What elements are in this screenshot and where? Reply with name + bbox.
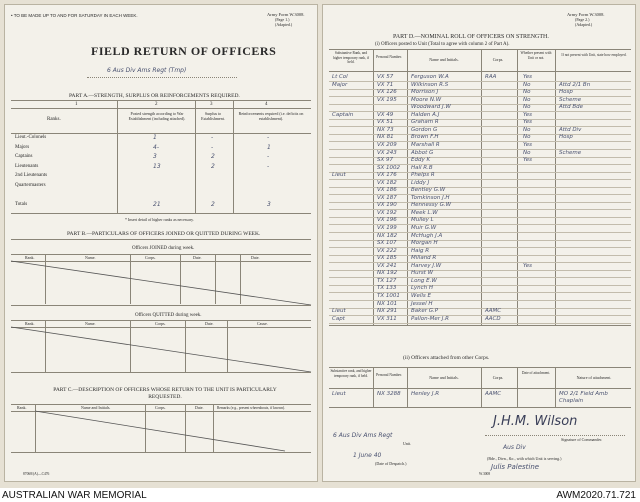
rd-header-present: Whether present with Unit or not. — [520, 51, 552, 60]
roll-number: VX 185 — [377, 255, 397, 262]
roll-rank: Captain — [332, 111, 354, 118]
roll-rank: Lt Col — [332, 74, 348, 80]
reinforcement-value: - — [267, 134, 270, 141]
table-row-rule — [329, 209, 631, 210]
roll-name: Baker G.P — [411, 308, 439, 315]
roll-number: VX 195 — [377, 96, 397, 103]
roll-employment: Attd Div — [559, 126, 582, 133]
right-page — [322, 4, 636, 482]
roll-name: Haig R — [411, 247, 430, 254]
att-corps: AAMC — [485, 391, 502, 397]
joined-title: Officers JOINED during week. — [132, 246, 195, 251]
roll-name: Harvey J.W — [411, 262, 442, 269]
rd-header-corps: Corps. — [492, 57, 504, 62]
rd-header-rank: Substantive Rank, and higher temporary rank, if held. — [332, 51, 370, 64]
table-row-rule — [329, 111, 631, 112]
roll-name: Bentley G.W — [411, 187, 446, 194]
part-a-footnote: * Insert detail of higher ranks as necessary. — [125, 217, 194, 222]
table-row-rule — [329, 179, 631, 180]
table-row-rule — [329, 149, 631, 150]
roll-number: VX 199 — [377, 225, 397, 231]
quitted-header-name: Name. — [85, 321, 96, 326]
printer-imprint: 87068/(A)—C476 — [23, 472, 50, 476]
roll-name: Moore N.W — [411, 96, 442, 103]
col-divider — [233, 100, 234, 213]
table-row-rule — [329, 247, 631, 248]
roll-number: TX 133 — [377, 285, 397, 292]
roll-present: Yes — [523, 119, 533, 126]
posted-value: 4- — [153, 143, 159, 151]
table-row-rule — [329, 126, 631, 127]
commander-signature: J.H.M. Wilson — [493, 414, 578, 429]
att-header-date: Date of attachment. — [521, 371, 551, 375]
table-row-rule — [329, 300, 631, 301]
part-b-title: PART B.—PARTICULARS OF OFFICERS JOINED OR QUITTED DURING WEEK. — [67, 231, 261, 237]
part-a-bottom-rule — [11, 213, 311, 214]
roll-name: Tomkinson J.H — [411, 194, 450, 201]
table-row-rule — [329, 232, 631, 233]
unit-handwritten-2: Aus Div — [503, 444, 526, 451]
joined-bottom-rule — [11, 305, 311, 306]
roll-name: Morrison J — [411, 89, 439, 96]
quitted-title: Officers QUITTED during week. — [135, 313, 202, 318]
roll-name: Wilkinson R.S — [411, 81, 449, 88]
roll-present: No — [523, 104, 531, 111]
rank-label: Totals — [15, 201, 28, 207]
table-row-rule — [329, 315, 631, 316]
joined-cancel-stroke — [11, 261, 311, 305]
form-number: Army Form W.3008. — [267, 12, 305, 17]
col-num: 4 — [265, 102, 268, 107]
attached-subtitle: (ii) Officers attached from other Corps. — [403, 355, 490, 361]
roll-name: Ferguson W.A — [411, 74, 449, 80]
despatch-date-handwritten: 1 June 40 — [353, 452, 382, 459]
roll-number: VX 190 — [377, 202, 397, 209]
reinforcement-value: 1 — [267, 143, 271, 151]
roll-number: VX 311 — [377, 315, 397, 322]
roll-number: SX 1002 — [377, 164, 401, 171]
table-row-rule — [329, 89, 631, 90]
part-c-bottom-rule — [11, 452, 311, 453]
quitted-header-date: Date. — [205, 321, 214, 326]
roll-name: Marshall R — [411, 141, 440, 148]
quitted-header-rank: Rank. — [25, 321, 35, 326]
rd-header-employed: If not present with Unit, state how employed. — [561, 53, 627, 57]
col-num: 1 — [75, 102, 78, 107]
roll-employment: Attd 2/1 Bn — [559, 81, 591, 88]
posted-value: 1 — [153, 134, 157, 141]
rd-header-name: Name and Initials. — [429, 57, 459, 62]
roll-name: Long E.W — [411, 277, 437, 284]
form-adapted: (Adapted.) — [575, 22, 593, 27]
roll-present: Yes — [523, 141, 533, 148]
joined-header-corps: Corps. — [145, 255, 156, 260]
roll-name: Wells E — [411, 292, 431, 299]
surplus-value: - — [211, 134, 214, 141]
roll-number: VX 49 — [377, 111, 394, 118]
roll-present: Yes — [523, 74, 533, 80]
att-number: NX 3288 — [377, 391, 401, 397]
table-row-rule — [329, 134, 631, 135]
att-name: Henley J.R — [411, 391, 440, 397]
table-row-rule — [329, 104, 631, 105]
form-adapted: (Adapted.) — [275, 22, 293, 27]
roll-present: No — [523, 134, 531, 141]
rank-label: Lieut.-Colonels — [15, 135, 47, 140]
roll-name: Pallon-Mer J.R — [411, 315, 449, 322]
header-ranks: Ranks. — [47, 117, 61, 122]
roll-number: VX 241 — [377, 262, 397, 269]
part-b-top-rule — [11, 239, 311, 240]
roll-name: Woodward J.W — [411, 104, 451, 111]
roll-name: Phelps R — [411, 172, 435, 179]
table-row-rule — [329, 255, 631, 256]
table-row-rule — [329, 119, 631, 120]
roll-name: Eddy K — [411, 157, 431, 164]
signature-label: Signature of Commander. — [561, 437, 603, 442]
col-divider — [373, 367, 374, 407]
unit-line — [87, 77, 237, 78]
joined-header-date2: Date. — [251, 255, 260, 260]
roll-name: McHugh J.A — [411, 232, 443, 239]
roll-number: VX 176 — [377, 172, 397, 179]
roll-number: VX 196 — [377, 217, 397, 224]
attached-header-rule — [329, 388, 631, 389]
left-page — [4, 4, 318, 482]
att-rank: Lieut — [332, 391, 346, 397]
rank-label: Quartermasters — [15, 182, 46, 188]
table-row-rule — [329, 172, 631, 173]
roll-present: No — [523, 149, 531, 156]
part-a-top-rule — [11, 100, 311, 101]
rank-label: Lieutenants — [15, 163, 39, 169]
att-nature: Chaplain — [559, 398, 584, 404]
col-divider — [117, 100, 118, 213]
roll-number: SX 107 — [377, 240, 397, 247]
unit-label: Unit. — [403, 441, 412, 446]
rd-header-number: Personal Number. — [376, 55, 402, 59]
col-num: 2 — [155, 102, 158, 107]
part-c-header-rank: Rank. — [17, 405, 27, 410]
roll-name: Muir G.W — [411, 225, 437, 231]
part-a-title: PART A.—STRENGTH, SURPLUS OR REINFORCEMENTS REQUIRED. — [69, 93, 240, 99]
joined-header-date: Date. — [193, 255, 202, 260]
roll-rank: Major — [332, 81, 348, 88]
table-row-rule — [329, 308, 631, 309]
col-num: 3 — [210, 102, 213, 107]
roll-number: NX 291 — [377, 308, 398, 315]
joined-rule — [11, 254, 311, 255]
roll-employment: Attd Bde — [559, 104, 583, 111]
unit-handwritten: 6 Aus Div Ams Regt — [333, 432, 393, 439]
attached-top-rule — [329, 367, 631, 368]
reinforcement-value: - — [267, 153, 270, 160]
col-divider — [195, 100, 196, 213]
table-row-rule — [329, 194, 631, 195]
part-c-cancel-stroke — [35, 411, 311, 451]
header-posted: Posted strength according to War Establishment (including attached). — [128, 111, 186, 121]
col-divider — [517, 367, 518, 407]
surplus-value: 2 — [211, 200, 215, 208]
unit-handwritten: 6 Aus Div Ams Regt (Tmp) — [107, 67, 187, 74]
roll-number: VX 51 — [377, 119, 394, 126]
place-handwritten: Julis Palestine — [491, 463, 540, 471]
roll-present: No — [523, 81, 531, 88]
attached-bottom-rule — [329, 407, 631, 408]
table-row-rule — [329, 270, 631, 271]
roll-number: TX 127 — [377, 277, 397, 284]
roll-rank: Lieut — [332, 308, 346, 315]
part-d-subtitle: (i) Officers posted to Unit (Total to agree with column 2 of Part A). — [375, 42, 510, 47]
roll-number: TX 1001 — [377, 292, 400, 299]
table-row-rule — [329, 157, 631, 158]
roll-number: NX 192 — [377, 270, 398, 277]
roll-number: VX 182 — [377, 179, 397, 186]
roll-present: No — [523, 126, 531, 133]
rank-label: 2nd Lieutenants — [15, 173, 48, 178]
quitted-cancel-stroke — [11, 327, 311, 372]
table-row-rule — [329, 285, 631, 286]
surplus-value: 2 — [211, 153, 215, 160]
roll-present: Yes — [523, 157, 533, 164]
table-row-rule — [329, 277, 631, 278]
quitted-header-cause: Cause. — [257, 321, 268, 326]
att-header-rank: Substantive rank, and higher temporary rank, if held. — [330, 369, 372, 378]
att-nature: MO 2/1 Field Amb — [559, 391, 608, 397]
col-divider — [555, 367, 556, 407]
roll-present: Yes — [523, 262, 533, 269]
roll-number: VX 243 — [377, 149, 397, 156]
part-d-top-rule — [329, 49, 631, 50]
part-c-header-date: Date. — [195, 405, 204, 410]
part-c-header-remarks: Remarks (e.g., present whereabouts, if known). — [217, 406, 286, 410]
rank-label: Captains — [15, 154, 33, 159]
table-row-rule — [329, 202, 631, 203]
table-row-rule — [329, 141, 631, 142]
joined-header-name: Name. — [85, 255, 96, 260]
roll-present: No — [523, 89, 531, 96]
part-a-header-rule — [11, 133, 311, 134]
roll-number: VX 71 — [377, 81, 394, 88]
roll-number: VX 187 — [377, 194, 397, 201]
posted-value: 21 — [153, 200, 161, 208]
table-row-rule — [329, 292, 631, 293]
table-row-rule — [329, 262, 631, 263]
roll-corps: AAMC — [485, 308, 502, 315]
roll-present: No — [523, 96, 531, 103]
surplus-value: - — [211, 143, 214, 151]
roll-rank: Lieut — [332, 172, 346, 179]
table-row-rule — [329, 224, 631, 225]
part-d-title: PART D.—NOMINAL ROLL OF OFFICERS ON STRENGTH. — [393, 34, 549, 40]
roll-name: Halden A.J — [411, 111, 440, 118]
archive-footer — [0, 488, 640, 502]
roll-number: VX 126 — [377, 89, 397, 96]
posted-value: 13 — [153, 162, 161, 170]
roll-name: Hennessy G.W — [411, 202, 452, 209]
rank-label: Majors — [15, 144, 30, 150]
roll-number: VX 222 — [377, 247, 397, 254]
roll-number: NX 182 — [377, 232, 398, 239]
form-page: (Page 1.) — [275, 17, 290, 22]
att-header-number: Personal Number. — [376, 373, 402, 377]
roll-number: NX 73 — [377, 126, 394, 133]
quitted-bottom-rule — [11, 372, 311, 373]
roll-number: SX 97 — [377, 157, 394, 164]
roll-name: Hall R.B — [411, 164, 433, 171]
roll-employment: Scheme — [559, 149, 582, 156]
reinforcement-value: - — [267, 162, 270, 170]
roll-employment: Scheme — [559, 96, 582, 103]
part-c-header-name: Name and Initials. — [81, 405, 111, 410]
header-reinforcements: Reinforcements required (i.e. deficits on establishment). — [238, 111, 304, 121]
posted-value: 3 — [153, 153, 157, 160]
part-a-col-rule — [11, 108, 311, 109]
roll-rank: Capt — [332, 315, 345, 322]
joined-header-rank: Rank. — [25, 255, 35, 260]
table-row-rule — [329, 217, 631, 218]
surplus-value: 2 — [211, 162, 215, 170]
roll-number: VX 57 — [377, 74, 394, 80]
roll-number: VX 192 — [377, 209, 397, 216]
roll-name: Milland R — [411, 255, 437, 262]
roll-name: Abbot G — [411, 149, 434, 156]
form-number: Army Form W.3008. — [567, 12, 605, 17]
header-surplus: Surplus to Establishment. — [201, 111, 225, 121]
signature-line — [485, 435, 625, 436]
form-title: FIELD RETURN OF OFFICERS — [91, 44, 277, 58]
place-label: (Bde., Divn., &c., with which Unit is serving.) — [487, 456, 562, 461]
roll-corps: RAA — [485, 74, 497, 80]
archive-reference: AWM2020.71.721 — [556, 490, 636, 501]
roll-name: Gordon G — [411, 126, 438, 133]
part-d-header-rule — [329, 71, 631, 72]
printer-imprint: W.3008 — [479, 472, 491, 476]
table-row-rule — [329, 96, 631, 97]
roll-name: Meek L.W — [411, 209, 438, 216]
table-row-rule — [329, 187, 631, 188]
att-header-corps: Corps. — [492, 375, 504, 380]
col-divider — [407, 367, 408, 407]
roll-number: NX 81 — [377, 134, 394, 141]
roll-number: VX 186 — [377, 187, 397, 194]
roll-name: Graham R — [411, 119, 439, 126]
roll-name: Brown F.H — [411, 134, 439, 141]
roll-number: NX 101 — [377, 300, 398, 307]
part-c-title: PART C.—DESCRIPTION OF OFFICERS WHOSE RETURN TO THE UNIT IS PARTICULARLY REQUESTED. — [53, 387, 277, 400]
att-header-nature: Nature of attachment. — [576, 375, 612, 380]
roll-number: VX 209 — [377, 141, 397, 148]
part-d-bottom-rule — [329, 325, 631, 326]
despatch-date-label: (Date of Despatch.) — [375, 461, 407, 466]
col-divider — [481, 367, 482, 407]
roll-name: Mulley L — [411, 217, 434, 224]
roll-name: Lynch H — [411, 285, 434, 292]
part-c-header-corps: Corps. — [155, 405, 166, 410]
att-header-name: Name and Initials. — [429, 375, 459, 380]
roll-name: Morgan H — [411, 240, 438, 247]
roll-name: Liddy J — [411, 179, 430, 186]
top-note: • TO BE MADE UP TO AND FOR SATURDAY IN EACH WEEK. — [11, 13, 138, 18]
table-row-rule — [329, 164, 631, 165]
table-row-rule — [329, 240, 631, 241]
roll-employment: Hosp — [559, 134, 573, 141]
table-row-rule — [329, 323, 631, 324]
roll-present: Yes — [523, 111, 533, 118]
quitted-header-corps: Corps. — [155, 321, 166, 326]
roll-name: Jessel H — [411, 300, 433, 307]
roll-name: Hurst W — [411, 270, 434, 277]
reinforcement-value: 3 — [267, 200, 271, 208]
archive-name: AUSTRALIAN WAR MEMORIAL — [2, 490, 147, 501]
roll-employment: Hosp — [559, 89, 573, 96]
form-page: (Page 2.) — [575, 17, 590, 22]
roll-corps: AACD — [485, 315, 501, 322]
